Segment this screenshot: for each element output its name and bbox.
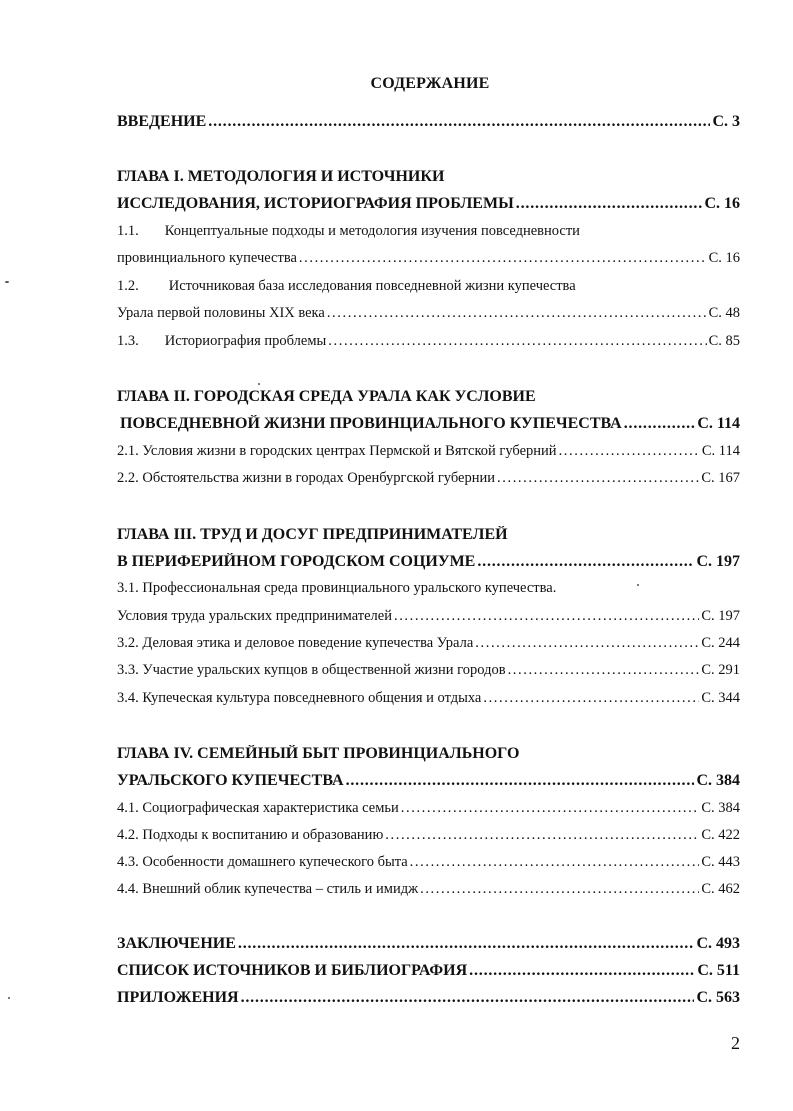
leader-dots [475,635,699,652]
toc-entry-text: ВВЕДЕНИЕ [117,113,207,130]
chapter-1-heading-line2 [117,195,740,217]
toc-entry-page: С. 344 [701,690,740,706]
leader-dots [420,881,699,898]
section-title-cont: провинциального купечества [117,250,297,266]
scan-speck [8,997,10,999]
toc-entry-appendix [117,989,740,1011]
section-title: 3.1. Профессиональная среда провинциального уральского купечества. [117,580,557,596]
toc-entry-page: С. 384 [701,800,740,816]
section-3-3 [117,662,740,684]
page-title: СОДЕРЖАНИЕ [370,75,490,92]
toc-entry-page: С. 493 [696,935,740,952]
leader-dots [346,772,695,790]
section-title: 4.2. Подходы к воспитанию и образованию [117,827,384,843]
leader-dots [327,305,707,322]
section-title: Историография проблемы [164,333,327,349]
toc-entry-page: С. 291 [701,662,740,678]
chapter-1-heading [117,168,740,190]
leader-dots [385,827,699,844]
section-3-4 [117,690,740,712]
section-title: 3.2. Деловая этика и деловое поведение купечества Урала [117,635,474,651]
toc-entry-page: С. 422 [701,827,740,843]
leader-dots [469,962,695,980]
toc-entry-page: С. 85 [708,333,740,349]
scan-speck [5,281,9,283]
section-title: Источниковая база исследования повседневной жизни купечества [168,278,576,294]
chapter-4-heading [117,745,740,767]
section-3-1-line2 [117,608,740,630]
toc-entry-page: С. 114 [697,415,740,432]
leader-dots [241,989,695,1007]
chapter-3-heading-line2 [117,553,740,575]
section-title: 4.4. Внешний облик купечества – стиль и имидж [117,881,419,897]
leader-dots [624,415,696,433]
leader-dots [483,690,699,707]
leader-dots [559,443,700,460]
section-number: 1.3. [117,333,139,349]
section-4-4 [117,881,740,903]
section-title: 2.1. Условия жизни в городских центрах Пермской и Вятской губерний [117,443,557,459]
leader-dots [497,470,699,487]
toc-entry-text: ЗАКЛЮЧЕНИЕ [117,935,236,952]
leader-dots [516,195,703,213]
chapter-title: ГЛАВА IV. СЕМЕЙНЫЙ БЫТ ПРОВИНЦИАЛЬНОГО [117,745,520,762]
toc-entry-page: С. 16 [708,250,740,266]
toc-entry-page: С. 197 [701,608,740,624]
scan-speck [258,383,260,385]
leader-dots [401,800,700,817]
section-title-cont: Урала первой половины XIX века [117,305,325,321]
toc-entry-text: ПРИЛОЖЕНИЯ [117,989,239,1006]
scan-speck [637,584,639,586]
leader-dots [410,854,700,871]
leader-dots [208,113,710,131]
leader-dots [328,333,706,350]
section-2-1 [117,443,740,465]
page-number: 2 [731,1033,740,1053]
toc-entry-page: С. 443 [701,854,740,870]
toc-entry-sources [117,962,740,984]
toc-entry-page: С. 167 [701,470,740,486]
toc-entry-page: С. 563 [696,989,740,1006]
leader-dots [394,608,699,625]
chapter-2-heading [117,388,740,410]
section-title: 4.3. Особенности домашнего купеческого быта [117,854,408,870]
section-4-2 [117,827,740,849]
toc-entry-intro [117,113,740,135]
section-3-1 [117,580,740,602]
leader-dots [238,935,695,953]
leader-dots [508,662,700,679]
section-title: 3.4. Купеческая культура повседневного общения и отдыха [117,690,482,706]
chapter-3-heading [117,526,740,548]
toc-entry-text: СПИСОК ИСТОЧНИКОВ И БИБЛИОГРАФИЯ [117,962,468,979]
chapter-4-heading-line2 [117,772,740,794]
section-1-1 [117,223,740,245]
section-1-1-line2 [117,250,740,272]
toc-entry-page: С. 244 [701,635,740,651]
section-title-cont: Условия труда уральских предпринимателей [117,608,392,624]
toc-entry-page: С. 384 [696,772,740,789]
section-1-2-line2 [117,305,740,327]
toc-entry-page: С. 3 [712,113,740,130]
leader-dots [477,553,694,571]
chapter-title-cont: ПОВСЕДНЕВНОЙ ЖИЗНИ ПРОВИНЦИАЛЬНОГО КУПЕЧЕСТВА [120,415,622,432]
chapter-title-cont: УРАЛЬСКОГО КУПЕЧЕСТВА [117,772,344,789]
section-1-2 [117,278,740,300]
chapter-title: ГЛАВА I. МЕТОДОЛОГИЯ И ИСТОЧНИКИ [117,168,445,185]
toc-entry-page: С. 197 [696,553,740,570]
section-title: 3.3. Участие уральских купцов в общественной жизни городов [117,662,506,678]
section-2-2 [117,470,740,492]
chapter-title-cont: В ПЕРИФЕРИЙНОМ ГОРОДСКОМ СОЦИУМЕ [117,553,476,570]
toc-entry-conclusion [117,935,740,957]
toc-entry-page: С. 511 [697,962,740,979]
chapter-title: ГЛАВА III. ТРУД И ДОСУГ ПРЕДПРИНИМАТЕЛЕЙ [117,526,508,543]
section-4-3 [117,854,740,876]
section-1-3 [117,333,740,355]
section-title: Концептуальные подходы и методология изучения повседневности [164,223,580,239]
toc-entry-page: С. 48 [708,305,740,321]
chapter-title-cont: ИССЛЕДОВАНИЯ, ИСТОРИОГРАФИЯ ПРОБЛЕМЫ [117,195,514,212]
section-4-1 [117,800,740,822]
toc-entry-page: С. 462 [701,881,740,897]
chapter-title: ГЛАВА II. ГОРОДСКАЯ СРЕДА УРАЛА КАК УСЛОВИЕ [117,388,536,405]
section-title: 2.2. Обстоятельства жизни в городах Оренбургской губернии [117,470,496,486]
leader-dots [299,250,707,267]
chapter-2-heading-line2 [120,415,740,437]
section-number: 1.2. [117,278,139,294]
toc-entry-page: С. 114 [701,443,740,459]
toc-entry-page: С. 16 [704,195,740,212]
section-number: 1.1. [117,223,139,239]
section-3-2 [117,635,740,657]
section-title: 4.1. Социографическая характеристика семьи [117,800,399,816]
